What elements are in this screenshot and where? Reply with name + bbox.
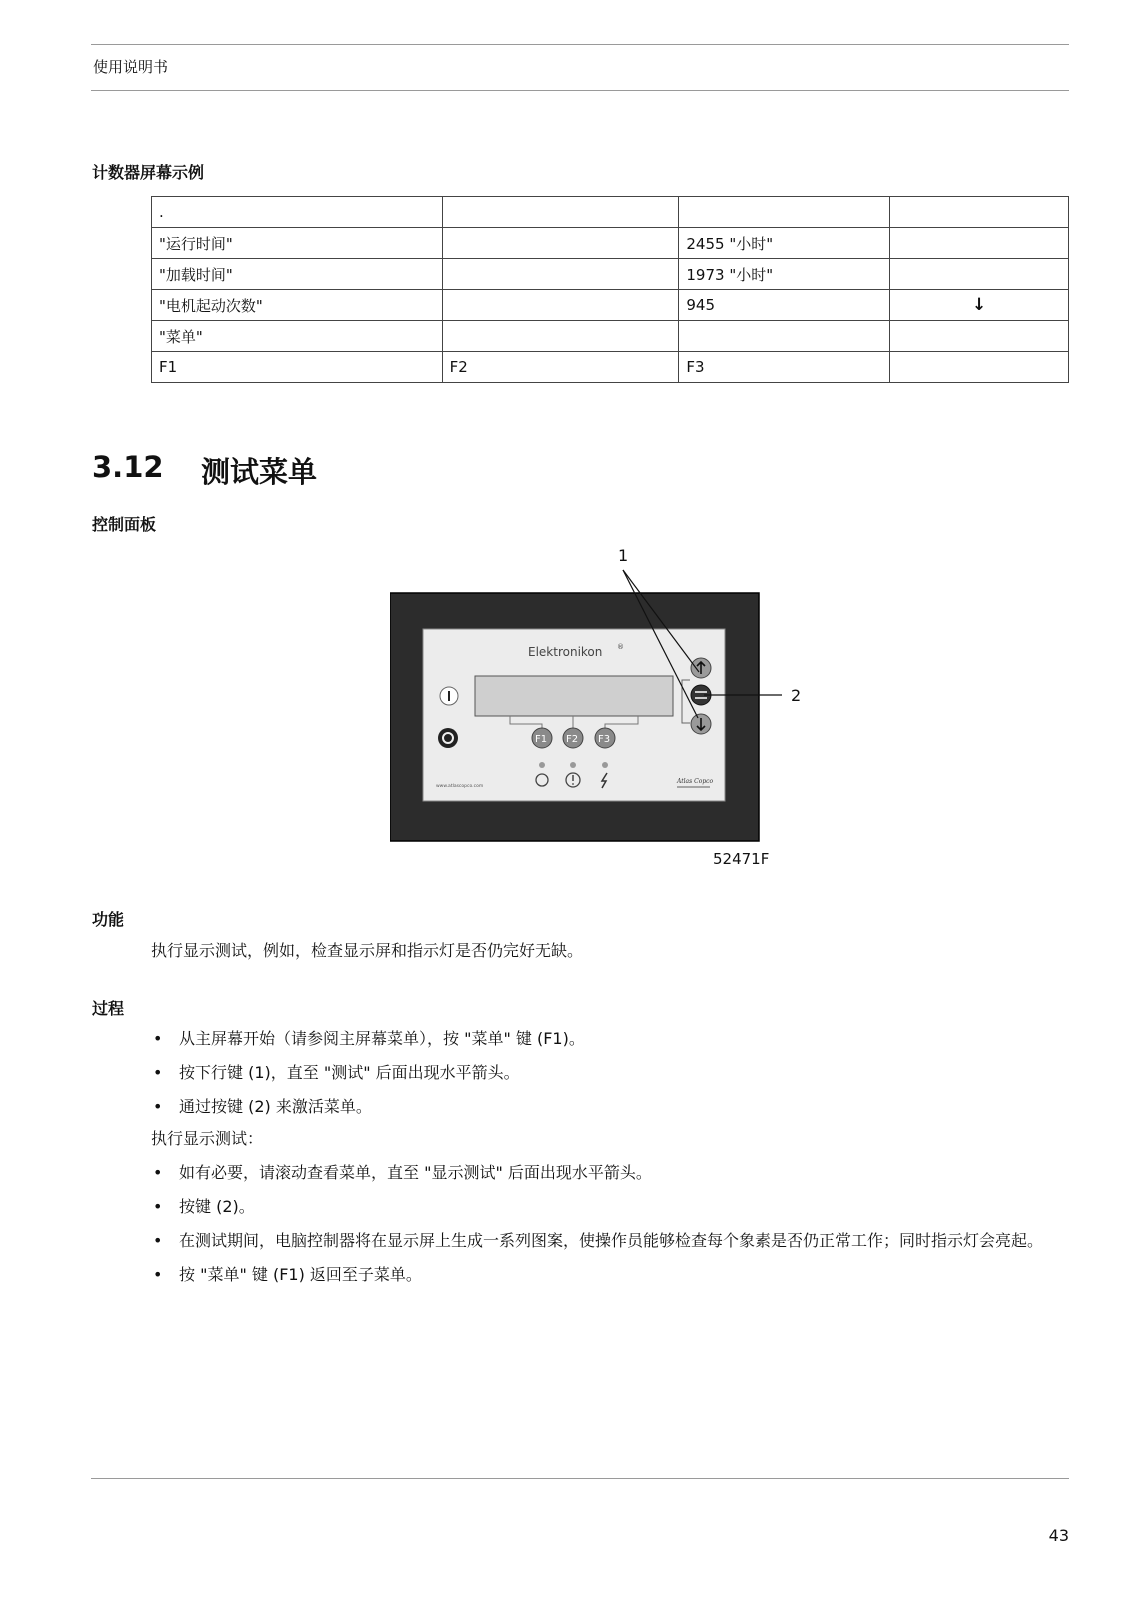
- table-cell: "电机起动次数": [152, 290, 443, 321]
- panel-brand-mark: ®: [617, 643, 624, 651]
- list-item: • 从主屏幕开始（请参阅主屏幕菜单），按 "菜单" 键 (F1)。: [151, 1026, 1069, 1051]
- header-bottom-rule: [91, 90, 1069, 91]
- callout-2-label: 2: [791, 686, 802, 705]
- table-row: [152, 352, 1069, 383]
- function-heading: 功能: [92, 910, 125, 929]
- table-cell: [890, 228, 1069, 259]
- led-2: [570, 762, 576, 768]
- table-cell: [679, 197, 890, 228]
- table-cell: [890, 197, 1069, 228]
- table-cell: ↓: [890, 290, 1069, 321]
- table-cell: [679, 321, 890, 352]
- procedure-heading: 过程: [92, 999, 125, 1018]
- f1-key-label: F1: [535, 734, 548, 745]
- list-item: • 按 "菜单" 键 (F1) 返回至子菜单。: [151, 1262, 1069, 1287]
- table-row: [152, 259, 1069, 290]
- procedure-steps-a: [151, 1026, 1069, 1128]
- table-cell: [442, 321, 679, 352]
- figure-id: 52471F: [713, 850, 770, 868]
- led-3: [602, 762, 608, 768]
- table-cell: "运行时间": [152, 228, 443, 259]
- procedure-steps-b: [151, 1160, 1069, 1296]
- table-cell: [442, 228, 679, 259]
- display-test-label: 执行显示测试：: [151, 1129, 264, 1148]
- table-row: [152, 197, 1069, 228]
- list-item: • 通过按键 (2) 来激活菜单。: [151, 1094, 1069, 1119]
- lcd-display: [475, 676, 673, 716]
- section-number: 3.12: [92, 450, 164, 484]
- function-text: 执行显示测试，例如，检查显示屏和指示灯是否仍完好无缺。: [151, 941, 584, 960]
- table-row: [152, 228, 1069, 259]
- table-row: [152, 321, 1069, 352]
- callout-1-label: 1: [618, 546, 629, 565]
- table-cell: [442, 290, 679, 321]
- counter-screen-table: [151, 196, 1069, 383]
- table-cell: 1973 "小时": [679, 259, 890, 290]
- list-item: • 如有必要，请滚动查看菜单，直至 "显示测试" 后面出现水平箭头。: [151, 1160, 1069, 1185]
- led-1: [539, 762, 545, 768]
- list-item: • 按键 (2)。: [151, 1194, 1069, 1219]
- table-cell: .: [152, 197, 443, 228]
- table-cell: "菜单": [152, 321, 443, 352]
- website-text: www.atlascopco.com: [436, 784, 484, 789]
- table-cell: [890, 352, 1069, 383]
- stop-button: [438, 728, 458, 748]
- counter-section-heading: 计数器屏幕示例: [92, 163, 205, 182]
- table-cell: F3: [679, 352, 890, 383]
- control-panel-figure: [390, 545, 830, 875]
- table-cell: F2: [442, 352, 679, 383]
- footer-rule: [91, 1478, 1069, 1479]
- f3-key-label: F3: [598, 734, 611, 745]
- table-cell: 945: [679, 290, 890, 321]
- table-cell: "加载时间": [152, 259, 443, 290]
- document-header-title: 使用说明书: [93, 58, 169, 76]
- table-row: [152, 290, 1069, 321]
- control-panel-heading: 控制面板: [92, 515, 157, 534]
- list-item: • 在测试期间，电脑控制器将在显示屏上生成一系列图案，使操作员能够检查每个象素是否仍正常工作；同时指示灯会亮起。: [151, 1228, 1069, 1253]
- table-cell: [890, 259, 1069, 290]
- list-item: • 按下行键 (1)，直至 "测试" 后面出现水平箭头。: [151, 1060, 1069, 1085]
- table-cell: F1: [152, 352, 443, 383]
- section-title: 测试菜单: [201, 455, 318, 489]
- manufacturer-logo: Atlas Copco: [677, 778, 714, 785]
- f2-key-label: F2: [566, 734, 579, 745]
- header-top-rule: [91, 44, 1069, 45]
- table-cell: [442, 259, 679, 290]
- table-cell: [442, 197, 679, 228]
- panel-brand: Elektronikon: [528, 645, 603, 659]
- page-number: 43: [1048, 1526, 1069, 1545]
- table-cell: [890, 321, 1069, 352]
- table-cell: 2455 "小时": [679, 228, 890, 259]
